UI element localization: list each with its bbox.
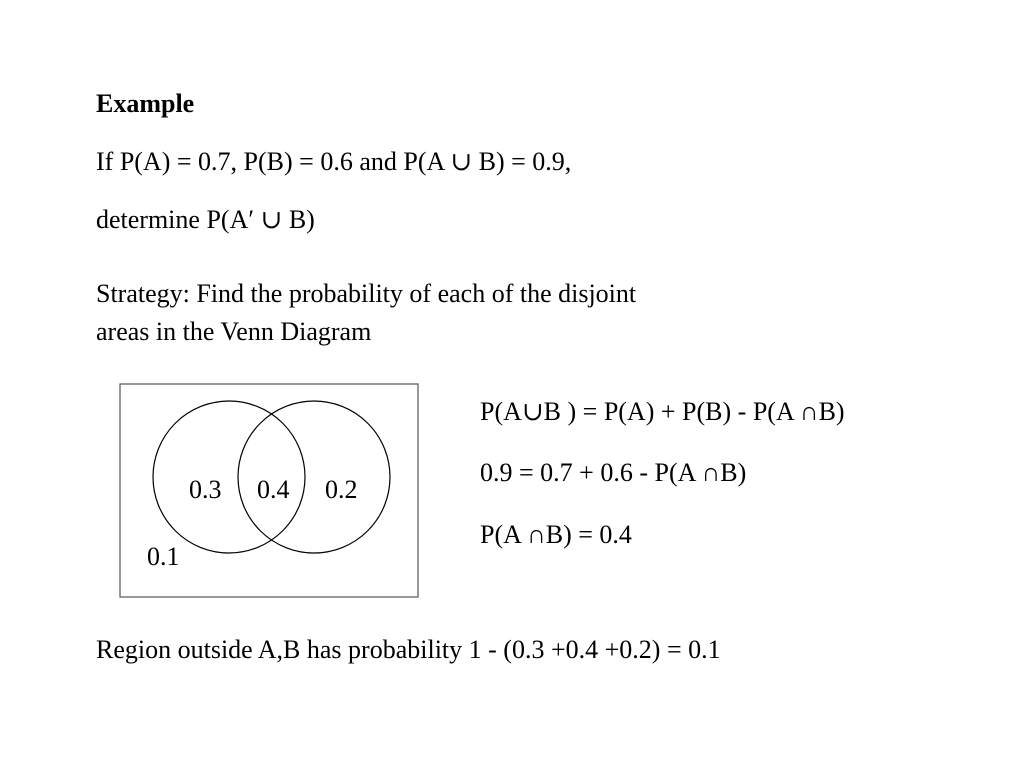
- slide-heading: Example: [96, 89, 195, 118]
- region-outside-label: 0.1: [147, 542, 180, 571]
- equation-line-1: P(A∪B ) = P(A) + P(B) - P(A ∩B): [480, 397, 845, 426]
- region-b-only-label: 0.2: [325, 475, 358, 504]
- region-a-only-label: 0.3: [189, 475, 222, 504]
- strategy-line-2: areas in the Venn Diagram: [96, 317, 372, 346]
- equation-line-2: 0.9 = 0.7 + 0.6 - P(A ∩B): [480, 458, 747, 487]
- problem-statement-line-2: determine P(A′ ∪ B): [96, 205, 315, 234]
- region-intersection-label: 0.4: [257, 475, 290, 504]
- conclusion-text: Region outside A,B has probability 1 - (0.3 +0.4 +0.2) = 0.1: [96, 635, 721, 664]
- problem-statement-line-1: If P(A) = 0.7, P(B) = 0.6 and P(A ∪ B) = 0.9,: [96, 147, 572, 176]
- strategy-line-1: Strategy: Find the probability of each of the disjoint: [96, 279, 637, 308]
- equation-line-3: P(A ∩B) = 0.4: [480, 520, 632, 549]
